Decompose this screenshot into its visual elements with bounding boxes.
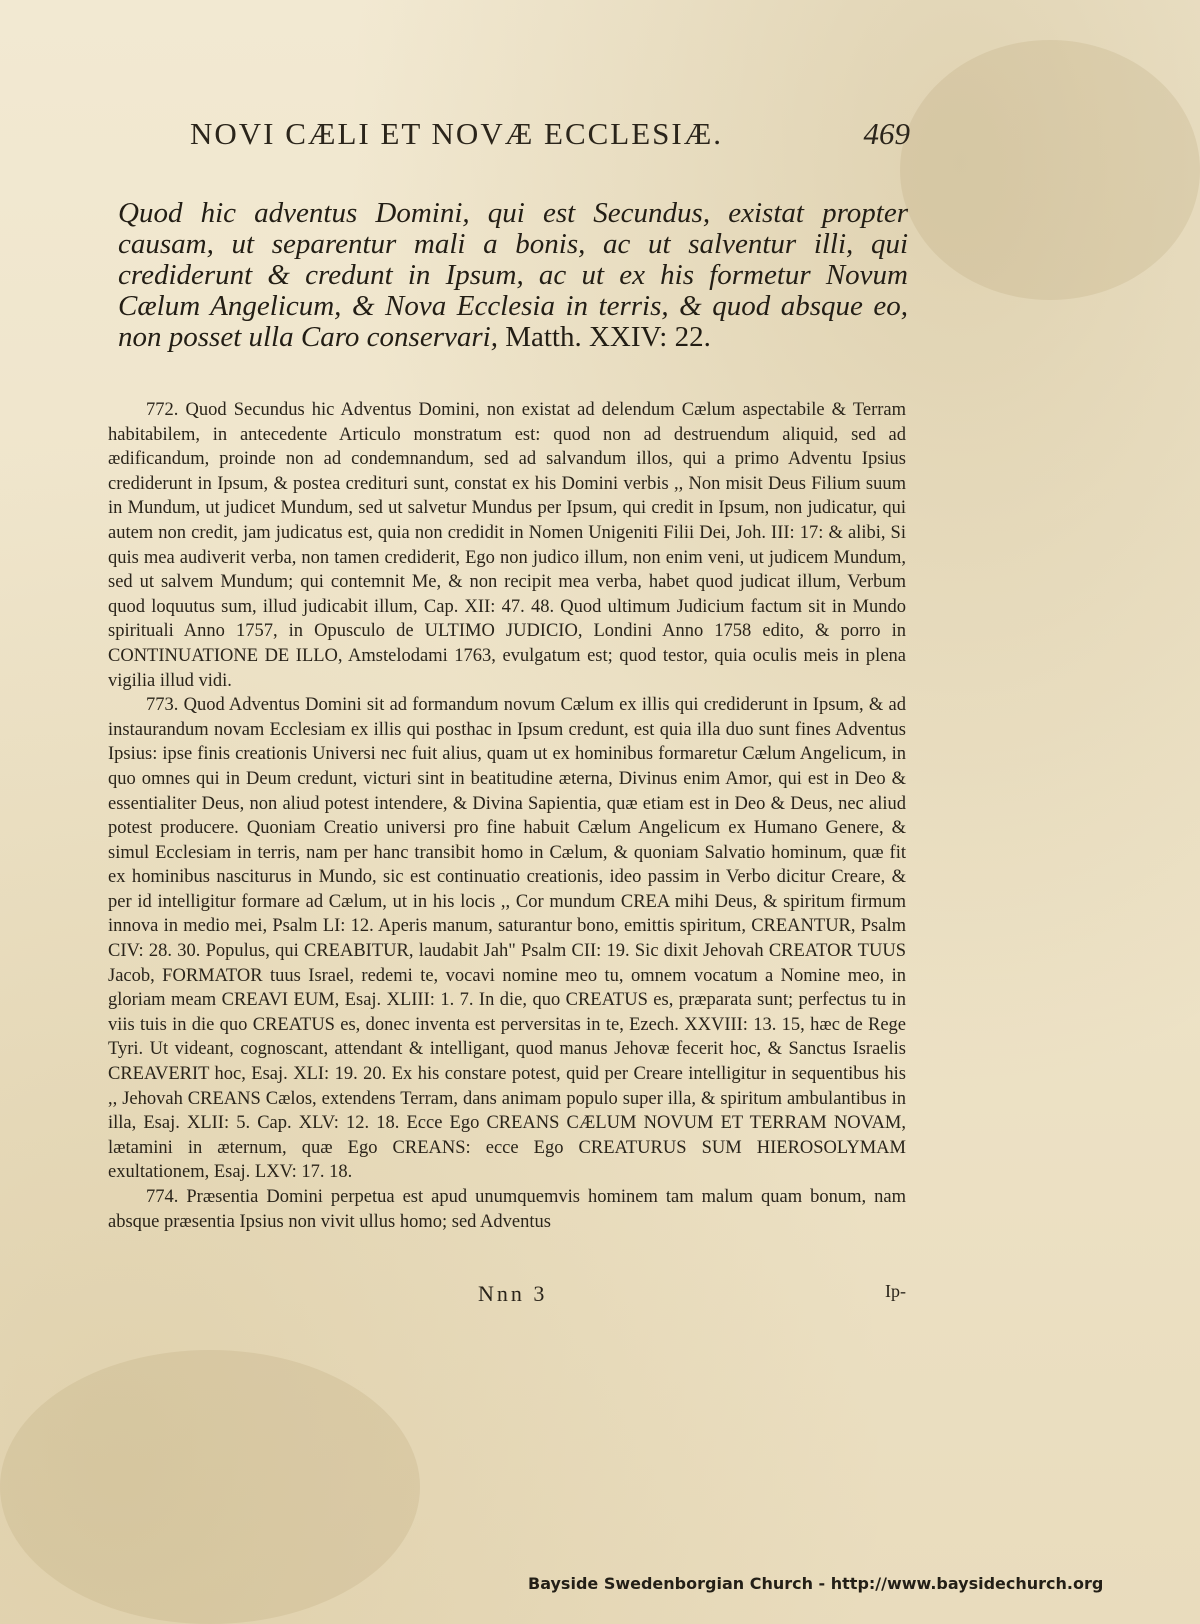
article-heading-citation: Matth. XXIV: 22. (505, 321, 711, 353)
page-number: 469 (863, 116, 910, 151)
paragraph-774: 774. Præsentia Domini perpetua est apud unumquemvis hominem tam malum quam bonum, nam absque præsentia Ipsius non vivit ullus homo; sed Adventus (108, 1187, 906, 1232)
paragraph-772: 772. Quod Secundus hic Adventus Domini, non existat ad delendum Cælum aspectabile & Terram habitabilem, in antecedente Articulo monstratum est: quod non ad destruendum aliquid, sed ad ædificandum, proinde non ad condemnandum, sed ad salvandum illos, qui a primo Adventu Ipsius crediderunt in Ipsum, & postea credituri sunt, constat ex his Domini verbis ,, Non misit Deus Filium suum in Mundum, ut judicet Mundum, sed ut salvetur Mundus per Ipsum, qui credit in Ipsum, non judicatur, qui autem non credit, jam judicatus est, quia non credidit in Nomen Unigeniti Filii Dei, Joh. III: 17: & alibi, Si quis mea audiverit verba, non tamen crediderit, Ego non judico illum, non enim veni, ut judicem Mundum, sed ut salvem Mundum; qui contemnit Me, & non recipit mea verba, habet quod judicat illum, Verbum quod loquutus sum, illud judicabit illum, Cap. XII: 47. 48. Quod ultimum Judicium factum sit in Mundo spirituali Anno 1757, in Opusculo de ULTIMO JUDICIO, Londini Anno 1758 edito, & porro in CONTINUATIONE DE ILLO, Amstelodami 1763, evulgatum est; quod testor, quia oculis meis in plena vigilia illud vidi. (108, 400, 906, 691)
signature-mark: Nnn 3 (478, 1281, 548, 1306)
running-title: NOVI CÆLI ET NOVÆ ECCLESIÆ. (190, 116, 724, 151)
source-credit: Bayside Swedenborgian Church - http://www.baysidechurch.org (528, 1574, 1104, 1593)
article-heading-text: Quod hic adventus Domini, qui est Secundus, existat propter causam, ut separentur mali a bonis, ac ut salventur illi, qui crediderunt & credunt in Ipsum, ac ut ex his formetur Novum Cælum Angelicum, & Nova Ecclesia in terris, & quod absque eo, non posset ulla Caro conservari, (118, 197, 908, 353)
article-heading (118, 198, 908, 353)
paper-stain (0, 1350, 420, 1624)
paper-stain (900, 40, 1200, 300)
catchword: Ip- (885, 1281, 906, 1301)
body-text (108, 398, 906, 1234)
page-footer (108, 1281, 906, 1307)
paragraph-773: 773. Quod Adventus Domini sit ad formandum novum Cælum ex illis qui crediderunt in Ipsum, & ad instaurandum novam Ecclesiam ex illis qui posthac in Ipsum credunt, est quia illa duo sunt fines Adventus Ipsius: ipse finis creationis Universi nec fuit alius, quam ut ex hominibus formaretur Cælum Angelicum, in quo omnes qui in Deum credunt, victuri sint in beatitudine æterna, Divinus enim Amor, qui est in Deo & essentialiter Deus, non aliud potest intendere, & Divina Sapientia, quæ etiam est in Deo & Deus, nec aliud potest producere. Quoniam Creatio universi pro fine habuit Cælum Angelicum ex Humano Genere, & simul Ecclesiam in terris, nam per hanc transibit homo in Cælum, & quoniam Salvatio hominum, quæ fit ex hominibus nasciturus in Mundo, sic est continuatio creationis, ideo passim in Verbo dicitur Creare, & per id intelligitur formare ad Cælum, ut in his locis ,, Cor mundum CREA mihi Deus, & spiritum firmum innova in medio mei, Psalm LI: 12. Aperis manum, saturantur bono, emittis spiritum, CREANTUR, Psalm CIV: 28. 30. Populus, qui CREABITUR, laudabit Jah" Psalm CII: 19. Sic dixit Jehovah CREATOR TUUS Jacob, FORMATOR tuus Israel, redemi te, vocavi nomine meo tu, omnem vocatum a Nomine meo, in gloriam meam CREAVI EUM, Esaj. XLIII: 1. 7. In die, quo CREATUS es, præparata sunt; perfectus tu in viis tuis in die quo CREATUS es, donec inventa est perversitas in te, Ezech. XXVIII: 13. 15, hæc de Rege Tyri. Ut videant, cognoscant, attendant & intelligant, quod manus Jehovæ fecerit hoc, & Sanctus Israelis CREAVERIT hoc, Esaj. XLI: 19. 20. Ex his constare potest, quid per Creare intelligitur in sequentibus his ,, Jehovah CREANS Cælos, extendens Terram, dans animam populo super illa, & spiritum ambulantibus in illa, Esaj. XLII: 5. Cap. XLV: 12. 18. Ecce Ego CREANS CÆLUM NOVUM ET TERRAM NOVAM, lætamini in æternum, quæ Ego CREANS: ecce Ego CREATURUS SUM HIEROSOLYMAM exultationem, Esaj. LXV: 17. 18. (108, 695, 906, 1183)
page-header (190, 116, 910, 160)
